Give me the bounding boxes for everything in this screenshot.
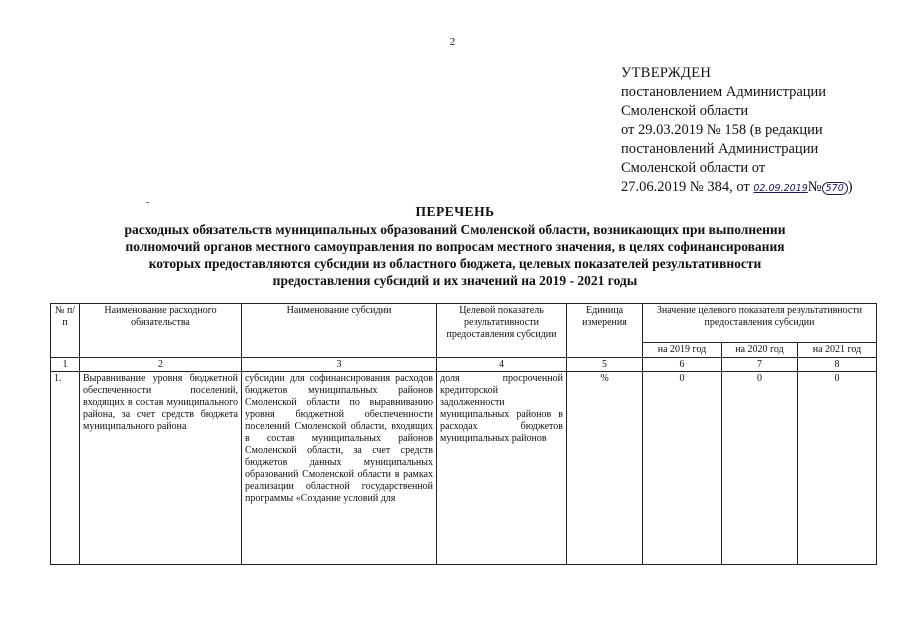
column-number: 2 (80, 358, 242, 372)
row-value-2019: 0 (643, 372, 722, 565)
column-number-row (51, 358, 877, 372)
approval-line: Смоленской области от (621, 160, 766, 176)
column-number: 1 (51, 358, 80, 372)
header-value-group: Значение целевого показателя результативности предоставления субсидии (643, 304, 877, 343)
approval-last-line-prefix: 27.06.2019 № 384, от (621, 179, 750, 195)
header-year-2021: на 2021 год (798, 343, 877, 358)
column-number: 6 (643, 358, 722, 372)
header-unit: Единица измерения (567, 304, 643, 358)
title-line: расходных обязательств муниципальных образований Смоленской области, возникающих при выполнении (124, 222, 786, 237)
row-indicator: доля просроченной кредиторской задолженности муниципальных районов в расходах бюджетов муниципальных районов (437, 372, 567, 565)
approval-line: от 29.03.2019 № 158 (в редакции (621, 122, 823, 138)
column-number: 3 (242, 358, 437, 372)
approval-closing: ) (847, 179, 853, 195)
column-number: 4 (437, 358, 567, 372)
title-line: которых предоставляются субсидии из областного бюджета, целевых показателей результативности (148, 256, 762, 271)
header-year-2020: на 2020 год (722, 343, 798, 358)
title-line: полномочий органов местного самоуправления по вопросам местного значения, в целях софинансирования (125, 239, 785, 254)
handwritten-number: 570 (822, 182, 848, 195)
row-value-2021: 0 (798, 372, 877, 565)
column-number: 8 (798, 358, 877, 372)
approval-line: постановлений Администрации (621, 141, 819, 157)
row-value-2020: 0 (722, 372, 798, 565)
title-line: предоставления субсидий и их значений на 2019 - 2021 годы (272, 273, 638, 288)
approval-heading: УТВЕРЖДЕН (621, 65, 712, 81)
header-indicator: Целевой показатель результативности предоставления субсидии (437, 304, 567, 358)
row-obligation: Выравнивание уровня бюджетной обеспеченности поселений, входящих в состав муниципального района, за счет средств бюджета муниципального района (80, 372, 242, 565)
header-year-2019: на 2019 год (643, 343, 722, 358)
column-number: 5 (567, 358, 643, 372)
row-subsidy: субсидии для софинансирования расходов бюджетов муниципальных районов Смоленской области по выравниванию уровня бюджетной обеспеченности поселений Смоленской области, входящих в состав муниципальных районов Смоленской области, за счет средств бюджетов данных муниципальных образований Смоленской области в рамках реализации областной государственной программы «Создание условий для (242, 372, 437, 565)
header-obligation: Наименование расходного обязательства (80, 304, 242, 358)
approval-line: Смоленской области (621, 103, 749, 119)
page-number: 2 (449, 36, 456, 48)
handwritten-date: 02.09.2019 (753, 183, 808, 194)
header-subsidy: Наименование субсидии (242, 304, 437, 358)
approval-line: постановлением Администрации (621, 84, 827, 100)
header-num: № п/п (51, 304, 80, 358)
column-number: 7 (722, 358, 798, 372)
table-row (51, 372, 877, 565)
title-main: ПЕРЕЧЕНЬ (415, 204, 495, 219)
obligations-table (50, 303, 877, 565)
row-unit: % (567, 372, 643, 565)
handwritten-number-sign: № (807, 179, 822, 195)
row-number: 1. (51, 372, 80, 565)
